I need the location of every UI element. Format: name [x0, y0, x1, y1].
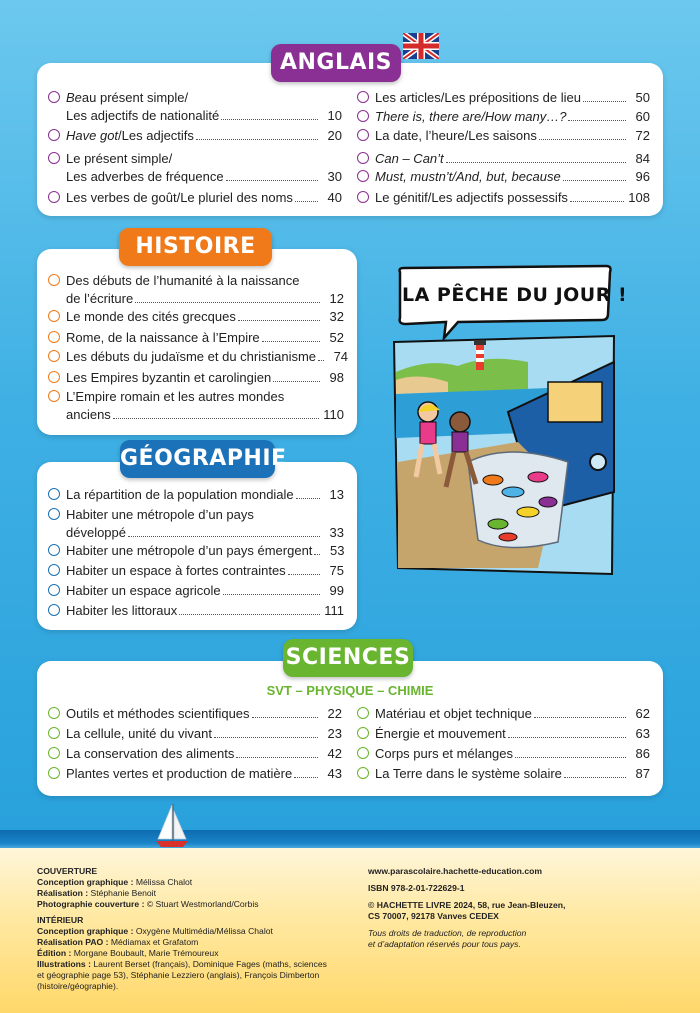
- toc-entry[interactable]: [48, 562, 344, 579]
- dot-leader: [314, 554, 320, 555]
- entry-title: La cellule, unité du vivant: [66, 726, 212, 741]
- checkbox-icon[interactable]: [48, 747, 60, 759]
- page-number: 20: [327, 128, 342, 143]
- entry-title: Le présent simple/: [66, 151, 173, 166]
- checkbox-icon[interactable]: [357, 91, 369, 103]
- toc-entry[interactable]: [357, 765, 650, 782]
- entry-title: La répartition de la population mondiale: [66, 487, 294, 502]
- toc-entry[interactable]: [48, 388, 344, 422]
- toc-entry[interactable]: [48, 272, 344, 306]
- toc-entry[interactable]: [48, 348, 349, 365]
- page-number: 43: [327, 766, 342, 781]
- page-number: 87: [635, 766, 650, 781]
- entry-title: Les Empires byzantin et carolingien: [66, 370, 272, 385]
- credit-line: Édition : Morgane Boubault, Marie Trémoureux: [37, 948, 219, 958]
- credits-couverture-heading: COUVERTURE: [37, 866, 98, 876]
- checkbox-icon[interactable]: [48, 129, 60, 141]
- toc-entry[interactable]: [48, 582, 344, 599]
- page-number: 13: [329, 487, 344, 502]
- credits-right: [368, 866, 668, 950]
- page-number: 52: [329, 330, 344, 345]
- entry-title: La conservation des aliments: [66, 746, 235, 761]
- checkbox-icon[interactable]: [357, 129, 369, 141]
- checkbox-icon[interactable]: [357, 707, 369, 719]
- checkbox-icon[interactable]: [48, 331, 60, 343]
- entry-title-italic: Be: [66, 90, 82, 105]
- entry-title-line2: Les adjectifs de nationalité: [66, 108, 220, 123]
- checkbox-icon[interactable]: [357, 191, 369, 203]
- toc-entry[interactable]: [48, 127, 342, 144]
- dot-leader: [568, 120, 626, 121]
- page-number: 74: [333, 349, 349, 364]
- page-number: 84: [635, 151, 650, 166]
- entry-title: There is, there are/How many…?: [375, 109, 567, 124]
- page-number: 108: [628, 190, 650, 205]
- checkbox-icon[interactable]: [357, 747, 369, 759]
- toc-entry[interactable]: [48, 725, 342, 742]
- credits-left: [37, 866, 357, 992]
- credit-line: et géographie page 53), Stéphanie Lezziero (anglais), François Dimberton: [37, 970, 320, 980]
- page-number: 99: [329, 583, 344, 598]
- dot-leader: [223, 594, 320, 595]
- toc-entry[interactable]: [48, 705, 342, 722]
- dot-leader: [236, 757, 318, 758]
- credit-line: Illustrations : Laurent Berset (français), Dominique Fages (maths, sciences: [37, 959, 327, 969]
- entry-title: Can – Can’t: [375, 151, 444, 166]
- toc-entry[interactable]: [357, 705, 650, 722]
- checkbox-icon[interactable]: [48, 508, 60, 520]
- toc-entry[interactable]: [357, 89, 650, 106]
- entry-title: La date, l’heure/Les saisons: [375, 128, 537, 143]
- copyright-line: © HACHETTE LIVRE 2024, 58, rue Jean-Bleuzen,: [368, 900, 566, 910]
- checkbox-icon[interactable]: [357, 152, 369, 164]
- page-number: 60: [635, 109, 650, 124]
- isbn: ISBN 978-2-01-722629-1: [368, 883, 465, 893]
- entry-title-line2: de l’écriture: [66, 291, 134, 306]
- entry-title: Les débuts du judaïsme et du christianisme: [66, 349, 317, 364]
- toc-entry[interactable]: [48, 89, 342, 123]
- checkbox-icon[interactable]: [357, 727, 369, 739]
- toc-entry[interactable]: [48, 506, 344, 540]
- dot-leader: [179, 614, 320, 615]
- dot-leader: [570, 201, 624, 202]
- dot-leader: [238, 320, 320, 321]
- page-number: 40: [327, 190, 342, 205]
- dot-leader: [252, 717, 318, 718]
- entry-title: au présent simple/: [81, 90, 189, 105]
- entry-title: Habiter un espace agricole: [66, 583, 221, 598]
- dot-leader: [295, 201, 318, 202]
- entry-title: Matériau et objet technique: [375, 706, 532, 721]
- toc-entry[interactable]: [48, 369, 344, 386]
- checkbox-icon[interactable]: [48, 91, 60, 103]
- entry-title-italic: Have got: [66, 128, 119, 143]
- dot-leader: [128, 536, 320, 537]
- toc-entry[interactable]: [48, 486, 344, 503]
- entry-title-line2: anciens: [66, 407, 111, 422]
- toc-entry[interactable]: [357, 168, 650, 185]
- page-number: 30: [327, 169, 342, 184]
- dot-leader: [446, 162, 626, 163]
- dot-leader: [262, 341, 320, 342]
- page-number: 96: [635, 169, 650, 184]
- publisher-url[interactable]: www.parascolaire.hachette-education.com: [368, 866, 542, 876]
- dot-leader: [113, 418, 319, 419]
- rights-notice: et d’adaptation réservés pour tous pays.: [368, 939, 521, 949]
- entry-title: Le monde des cités grecques: [66, 309, 236, 324]
- checkbox-icon[interactable]: [48, 584, 60, 596]
- checkbox-icon[interactable]: [48, 564, 60, 576]
- fishing-illustration: [388, 262, 628, 582]
- entry-title: L’Empire romain et les autres mondes: [66, 389, 285, 404]
- checkbox-icon[interactable]: [357, 170, 369, 182]
- page-number: 50: [635, 90, 650, 105]
- sailboat-icon: [152, 803, 192, 849]
- entry-title: Corps purs et mélanges: [375, 746, 514, 761]
- credit-line: Réalisation PAO : Médiamax et Grafatom: [37, 937, 199, 947]
- toc-entry[interactable]: [48, 308, 344, 325]
- dot-leader: [564, 777, 626, 778]
- checkbox-icon[interactable]: [48, 767, 60, 779]
- entry-title-line2: développé: [66, 525, 126, 540]
- anglais-title: ANGLAIS: [271, 44, 401, 82]
- toc-entry[interactable]: [48, 765, 342, 782]
- page-number: 110: [323, 407, 344, 422]
- dot-leader: [214, 737, 318, 738]
- uk-flag-icon: [403, 33, 439, 59]
- entry-title: Habiter une métropole d’un pays émergent: [66, 543, 313, 558]
- entry-title: Les verbes de goût/Le pluriel des noms: [66, 190, 293, 205]
- toc-entry[interactable]: [48, 542, 344, 559]
- entry-title: Des débuts de l’humanité à la naissance: [66, 273, 300, 288]
- dot-leader: [135, 302, 320, 303]
- entry-title: Habiter les littoraux: [66, 603, 178, 618]
- entry-title: Habiter un espace à fortes contraintes: [66, 563, 286, 578]
- credit-line: Conception graphique : Oxygène Multimédia/Mélissa Chalot: [37, 926, 273, 936]
- dot-leader: [296, 498, 320, 499]
- credit-line: Conception graphique : Mélissa Chalot: [37, 877, 193, 887]
- page-number: 42: [327, 746, 342, 761]
- dot-leader: [273, 381, 320, 382]
- page-number: 22: [327, 706, 342, 721]
- checkbox-icon[interactable]: [48, 707, 60, 719]
- entry-title: Les articles/Les prépositions de lieu: [375, 90, 581, 105]
- page-number: 23: [327, 726, 342, 741]
- dot-leader: [515, 757, 626, 758]
- credit-line: Photographie couverture : © Stuart Westmorland/Corbis: [37, 899, 259, 909]
- rights-notice: Tous droits de traduction, de reproduction: [368, 928, 527, 938]
- dot-leader: [508, 737, 626, 738]
- page-number: 111: [324, 603, 344, 618]
- toc-entry[interactable]: [48, 150, 342, 184]
- dot-leader: [196, 139, 318, 140]
- toc-entry[interactable]: [48, 745, 342, 762]
- toc-entry[interactable]: [48, 189, 342, 206]
- dot-leader: [294, 777, 318, 778]
- entry-title: Plantes vertes et production de matière: [66, 766, 293, 781]
- entry-title: Must, mustn’t/And, but, because: [375, 169, 561, 184]
- checkbox-icon[interactable]: [48, 727, 60, 739]
- dot-leader: [288, 574, 320, 575]
- checkbox-icon[interactable]: [48, 371, 60, 383]
- dot-leader: [226, 180, 318, 181]
- credit-line: (histoire/géographie).: [37, 981, 119, 991]
- checkbox-icon[interactable]: [357, 110, 369, 122]
- dot-leader: [583, 101, 626, 102]
- checkbox-icon[interactable]: [48, 274, 60, 286]
- geographie-title: GÉOGRAPHIE: [120, 440, 275, 478]
- dot-leader: [563, 180, 626, 181]
- sciences-subtitle: SVT – PHYSIQUE – CHIMIE: [266, 683, 434, 698]
- speech-bubble-text: LA PÊCHE DU JOUR !: [402, 284, 628, 306]
- entry-title-line2: Les adverbes de fréquence: [66, 169, 224, 184]
- entry-title: Le génitif/Les adjectifs possessifs: [375, 190, 568, 205]
- page-number: 63: [635, 726, 650, 741]
- checkbox-icon[interactable]: [48, 350, 60, 362]
- histoire-title: HISTOIRE: [119, 228, 272, 266]
- page-number: 10: [327, 108, 342, 123]
- checkbox-icon[interactable]: [48, 191, 60, 203]
- entry-title: Énergie et mouvement: [375, 726, 506, 741]
- entry-title: La Terre dans le système solaire: [375, 766, 562, 781]
- page-number: 75: [329, 563, 344, 578]
- toc-entry[interactable]: [357, 150, 650, 167]
- entry-title: Habiter une métropole d’un pays: [66, 507, 254, 522]
- dot-leader: [534, 717, 626, 718]
- toc-entry[interactable]: [357, 108, 650, 125]
- dot-leader: [539, 139, 626, 140]
- checkbox-icon[interactable]: [357, 767, 369, 779]
- sciences-title: SCIENCES: [283, 639, 413, 677]
- toc-entry[interactable]: [48, 602, 344, 619]
- page-number: 72: [635, 128, 650, 143]
- toc-entry[interactable]: [357, 127, 650, 144]
- dot-leader: [318, 360, 324, 361]
- dot-leader: [221, 119, 318, 120]
- toc-entry[interactable]: [48, 329, 344, 346]
- page-number: 98: [329, 370, 344, 385]
- checkbox-icon[interactable]: [48, 604, 60, 616]
- entry-title: Rome, de la naissance à l’Empire: [66, 330, 260, 345]
- checkbox-icon[interactable]: [48, 544, 60, 556]
- toc-entry[interactable]: [357, 189, 650, 206]
- page-number: 12: [329, 291, 344, 306]
- entry-title: /Les adjectifs: [118, 128, 194, 143]
- checkbox-icon[interactable]: [48, 488, 60, 500]
- credits-interieur-heading: INTÉRIEUR: [37, 915, 84, 925]
- checkbox-icon[interactable]: [48, 390, 60, 402]
- page-number: 86: [635, 746, 650, 761]
- entry-title: Outils et méthodes scientifiques: [66, 706, 250, 721]
- checkbox-icon[interactable]: [48, 310, 60, 322]
- page-number: 62: [635, 706, 650, 721]
- page-number: 33: [329, 525, 344, 540]
- toc-entry[interactable]: [357, 725, 650, 742]
- credit-line: Réalisation : Stéphanie Benoit: [37, 888, 156, 898]
- page-number: 32: [329, 309, 344, 324]
- page-number: 53: [329, 543, 345, 558]
- checkbox-icon[interactable]: [48, 152, 60, 164]
- copyright-line: CS 70007, 92178 Vanves CEDEX: [368, 911, 499, 921]
- toc-entry[interactable]: [357, 745, 650, 762]
